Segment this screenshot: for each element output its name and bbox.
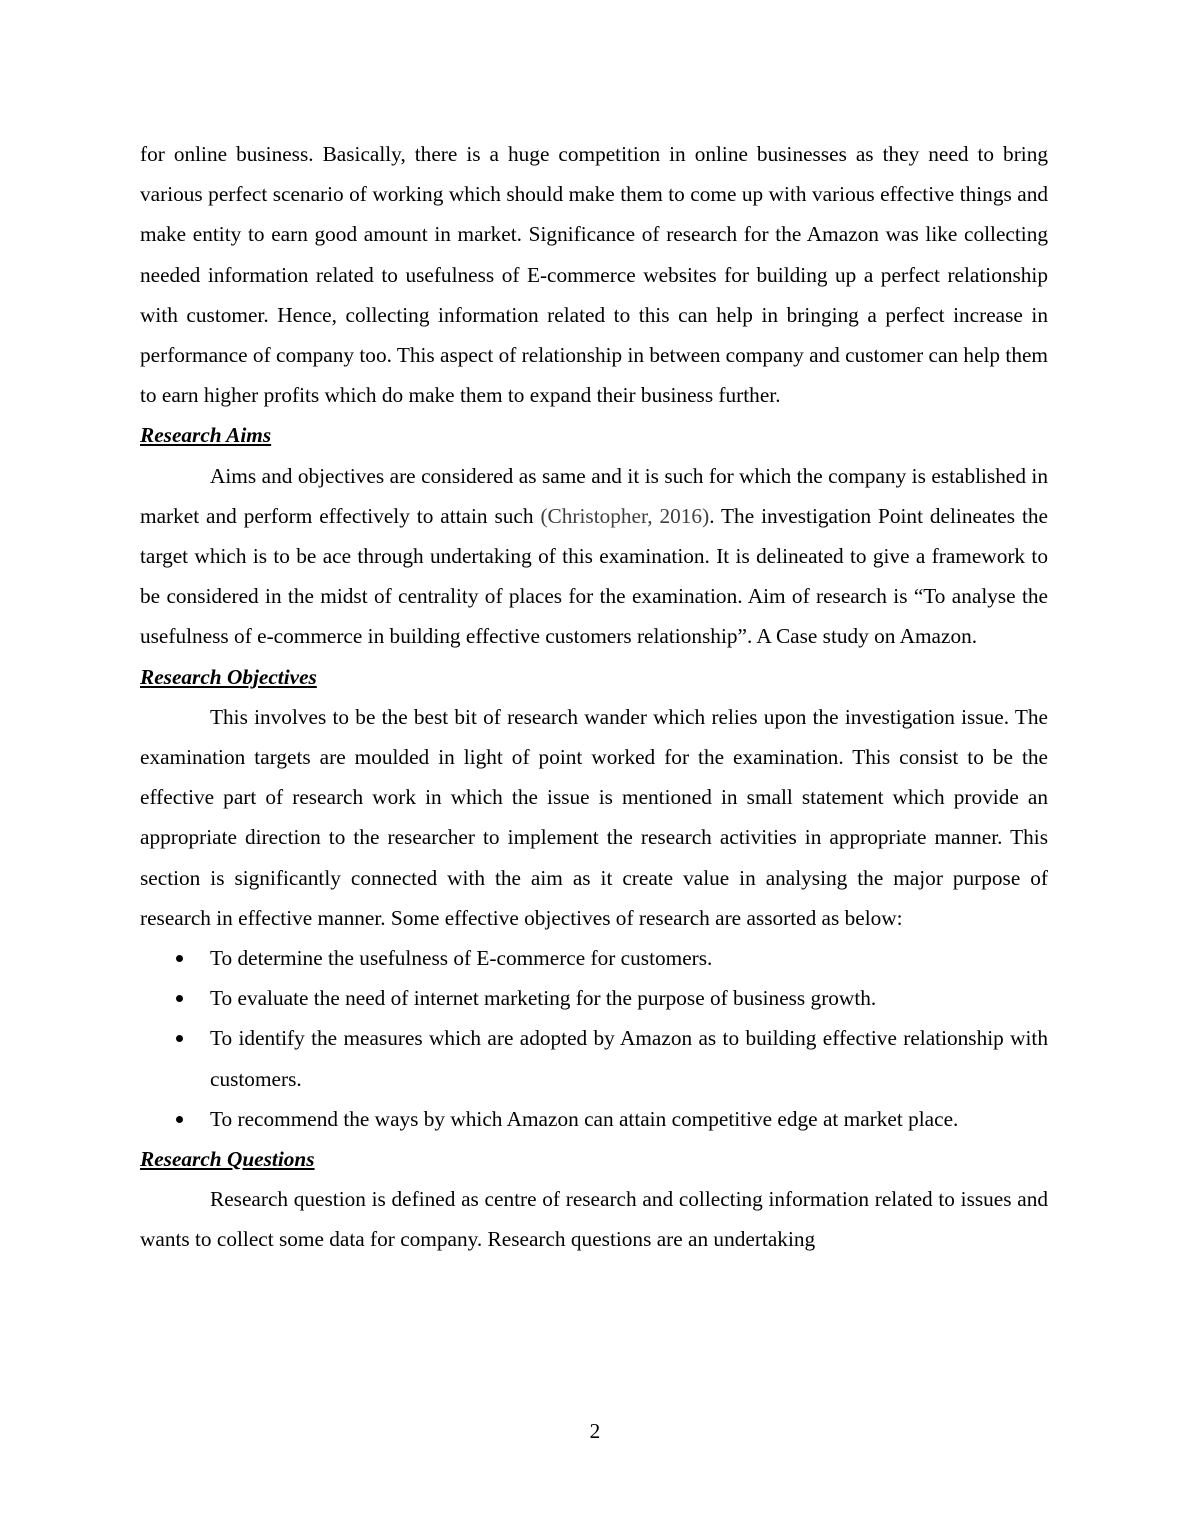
research-objectives-heading: Research Objectives — [140, 664, 317, 689]
bullet-icon — [176, 995, 183, 1002]
research-questions-heading: Research Questions — [140, 1147, 315, 1172]
research-aims-paragraph — [140, 456, 1048, 657]
list-item-text: To identify the measures which are adopted by Amazon as to building effective relationship with customers. — [210, 1026, 1048, 1091]
list-item-text: To determine the usefulness of E-commerce for customers. — [210, 946, 713, 971]
page-number: 2 — [589, 1419, 601, 1443]
citation: (Christopher, 2016) — [540, 503, 710, 528]
list-item — [140, 978, 1048, 1018]
page-content — [140, 134, 1048, 1260]
research-aims-text-before: Aims and objectives are considered as same and it is such for which the company is established in market and perform effectively to attain such — [140, 463, 1048, 528]
bullet-icon — [176, 1035, 183, 1042]
research-aims-text-after: . The investigation Point delineates the target which is to be ace through undertaking of this examination. It is delineated to give a framework to be considered in the midst of centrality of places for the examination. Aim of research is “To analyse the usefulness of e-commerce in building effective customers relationship”. A Case study on Amazon. — [140, 503, 1048, 649]
list-item-text: To evaluate the need of internet marketing for the purpose of business growth. — [210, 986, 877, 1011]
list-item — [140, 938, 1048, 978]
intro-paragraph: for online business. Basically, there is a huge competition in online businesses as they need to bring various perfect scenario of working which should make them to come up with various effective things and make entity to earn good amount in market. Significance of research for the Amazon was like collecting needed information related to usefulness of E-commerce websites for building up a perfect relationship with customer. Hence, collecting information related to this can help in bringing a perfect increase in performance of company too. This aspect of relationship in between company and customer can help them to earn higher profits which do make them to expand their business further. — [140, 142, 1048, 408]
bullet-icon — [176, 955, 183, 962]
objectives-list — [140, 938, 1048, 1139]
list-item — [140, 1018, 1048, 1098]
list-item-text: To recommend the ways by which Amazon can attain competitive edge at market place. — [210, 1106, 959, 1131]
research-aims-heading: Research Aims — [140, 423, 272, 448]
list-item — [140, 1099, 1048, 1139]
research-questions-paragraph: Research question is defined as centre of research and collecting information related to issues and wants to collect some data for company. Research questions are an undertaking — [140, 1187, 1048, 1252]
bullet-icon — [176, 1116, 183, 1123]
research-objectives-paragraph: This involves to be the best bit of research wander which relies upon the investigation issue. The examination targets are moulded in light of point worked for the examination. This consist to be the effective part of research work in which the issue is mentioned in small statement which provide an appropriate direction to the researcher to implement the research activities in appropriate manner. This section is significantly connected with the aim as it create value in analysing the major purpose of research in effective manner. Some effective objectives of research are assorted as below: — [140, 704, 1048, 930]
